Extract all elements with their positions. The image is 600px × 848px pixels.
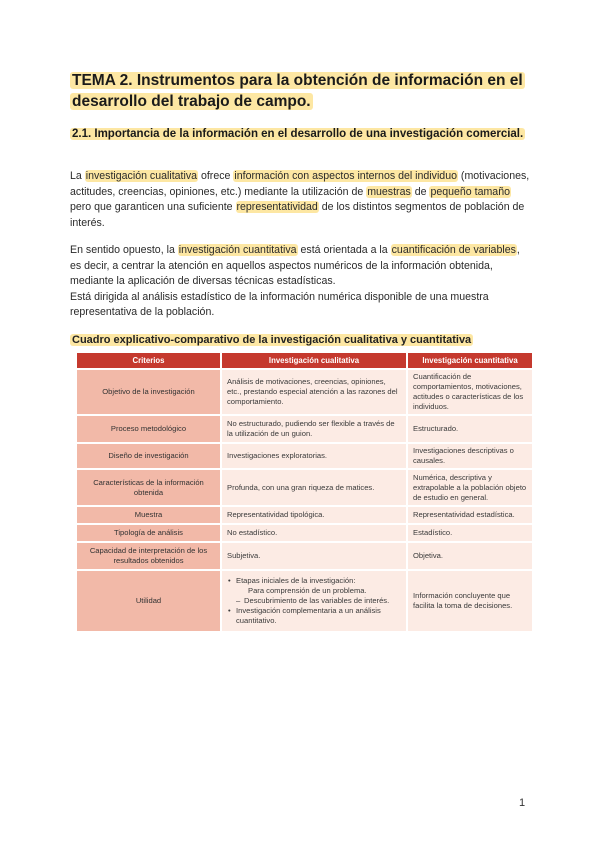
qualitative-cell: Análisis de motivaciones, creencias, opiniones, etc., prestando especial atención a las razones del comportamiento. xyxy=(222,370,406,414)
qualitative-cell: No estadístico. xyxy=(222,525,406,541)
table-row xyxy=(77,370,532,414)
qualitative-cell: Profunda, con una gran riqueza de matices. xyxy=(222,470,406,505)
quantitative-cell: Numérica, descriptiva y extrapolable a la población objeto de estudio en general. xyxy=(408,470,532,505)
qualitative-cell: Investigaciones exploratorias. xyxy=(222,444,406,468)
criterion-cell: Utilidad xyxy=(77,571,220,631)
table-header-row xyxy=(77,353,532,368)
paragraph-qualitative: La investigación cualitativa ofrece información con aspectos internos del individuo (motivaciones, actitudes, creencias, opiniones, etc.) mediante la utilización de muestras de pequeño tamaño pero que garanticen una suficiente representatividad de los distintos segmentos de población de interés. xyxy=(70,170,530,229)
column-header: Investigación cualitativa xyxy=(222,353,406,368)
criterion-cell: Diseño de investigación xyxy=(77,444,220,468)
quantitative-cell: Objetiva. xyxy=(408,543,532,569)
highlight: información con aspectos internos del individuo xyxy=(234,170,457,182)
criterion-cell: Características de la información obtenida xyxy=(77,470,220,505)
criterion-cell: Objetivo de la investigación xyxy=(77,370,220,414)
highlight: muestras xyxy=(367,185,411,198)
section-heading: 2.1. Importancia de la información en el desarrollo de una investigación comercial. xyxy=(72,128,524,140)
table-row xyxy=(77,543,532,569)
comparison-table xyxy=(75,351,534,633)
column-header: Investigación cuantitativa xyxy=(408,353,532,368)
highlight: investigación cuantitativa xyxy=(178,244,297,256)
criterion-cell: Tipología de análisis xyxy=(77,525,220,541)
qualitative-cell: No estructurado, pudiendo ser flexible a través de la utilización de un guion. xyxy=(222,416,406,442)
highlight: representatividad xyxy=(236,201,318,214)
page-number: 1 xyxy=(519,797,526,809)
table-row xyxy=(77,416,532,442)
table-row xyxy=(77,525,532,541)
criterion-cell: Capacidad de interpretación de los resultados obtenidos xyxy=(77,543,220,569)
list-item: • Investigación complementaria a un análisis cuantitativo. xyxy=(236,606,401,626)
list-item: – Descubrimiento de las variables de interés. xyxy=(236,596,401,606)
qualitative-cell xyxy=(222,571,406,631)
table-row xyxy=(77,571,532,631)
table-row xyxy=(77,444,532,468)
highlight: pequeño tamaño xyxy=(430,185,510,198)
column-header: Criterios xyxy=(77,353,220,368)
criterion-cell: Proceso metodológico xyxy=(77,416,220,442)
page-title: TEMA 2. Instrumentos para la obtención de información en el desarrollo del trabajo de campo. xyxy=(72,72,523,110)
table-row xyxy=(77,507,532,523)
quantitative-cell: Investigaciones descriptivas o causales. xyxy=(408,444,532,468)
quantitative-cell: Cuantificación de comportamientos, motivaciones, actitudes o características de los individuos. xyxy=(408,370,532,414)
list-item: • Etapas iniciales de la investigación: xyxy=(236,576,401,586)
qualitative-cell: Subjetiva. xyxy=(222,543,406,569)
quantitative-cell: Estructurado. xyxy=(408,416,532,442)
highlight: cuantificación de variables xyxy=(391,244,516,256)
utility-list xyxy=(227,576,401,626)
paragraph-quantitative: En sentido opuesto, la investigación cuantitativa está orientada a la cuantificación de variables, es decir, a centrar la atención en aquellos aspectos numéricos de la información obtenida, mediante la aplicación de diversas técnicas estadísticas. Está dirigida al análisis estadístico de la información numérica disponible de una muestra representativa de la población. xyxy=(70,244,520,319)
table-row xyxy=(77,470,532,505)
quantitative-cell: Representatividad estadística. xyxy=(408,507,532,523)
table-caption: Cuadro explicativo-comparativo de la investigación cualitativa y cuantitativa xyxy=(72,334,472,346)
list-item: Para comprensión de un problema. xyxy=(248,586,367,595)
quantitative-cell: Estadístico. xyxy=(408,525,532,541)
highlight: investigación cualitativa xyxy=(85,170,198,182)
quantitative-cell: Información concluyente que facilita la toma de decisiones. xyxy=(408,571,532,631)
criterion-cell: Muestra xyxy=(77,507,220,523)
qualitative-cell: Representatividad tipológica. xyxy=(222,507,406,523)
